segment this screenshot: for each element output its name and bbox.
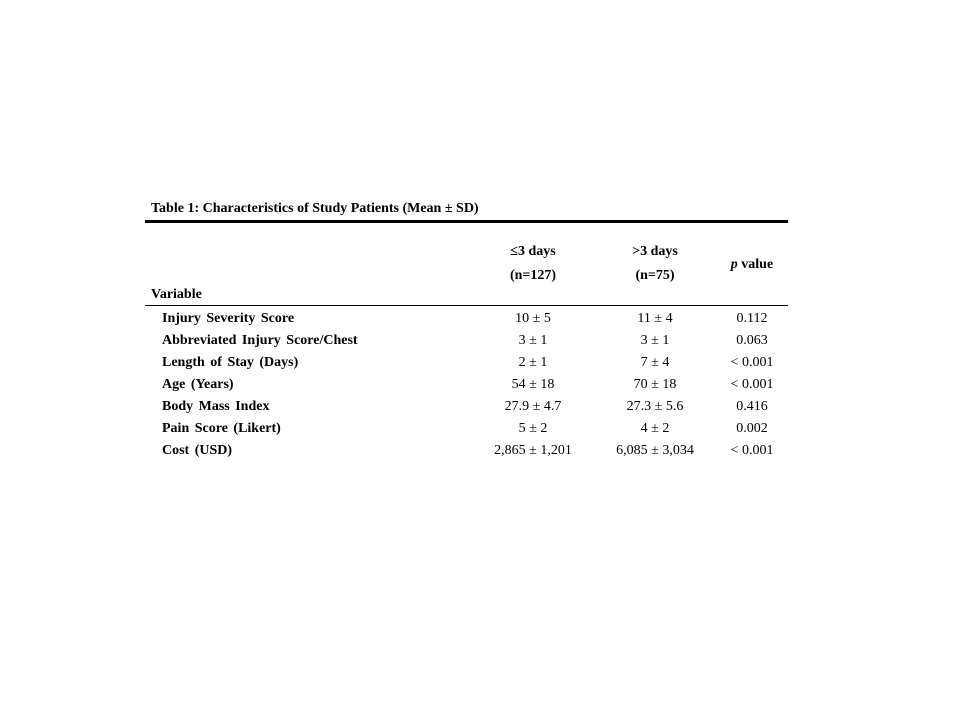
- cell-le3: 10 ± 5: [515, 311, 551, 326]
- cell-gt3: 11 ± 4: [637, 311, 673, 326]
- cell-gt3: 7 ± 4: [640, 355, 670, 370]
- table-row: [145, 308, 788, 330]
- cell-gt3: 3 ± 1: [640, 333, 670, 348]
- header-gt3-days: [603, 240, 707, 288]
- cell-le3: 3 ± 1: [518, 333, 548, 348]
- header-le3-days-label: ≤3 days: [510, 244, 556, 259]
- header-p-value: [717, 253, 787, 277]
- table-title: Table 1: Characteristics of Study Patients (Mean ± SD): [151, 201, 479, 216]
- header-gt3-days-n: (n=75): [635, 268, 675, 283]
- row-label: Pain Score (Likert): [162, 421, 281, 436]
- row-label: Body Mass Index: [162, 399, 270, 414]
- table-row: [145, 374, 788, 396]
- row-label: Length of Stay (Days): [162, 355, 299, 370]
- header-value-text: value: [737, 257, 774, 272]
- cell-le3: 2 ± 1: [518, 355, 548, 370]
- cell-le3: 2,865 ± 1,201: [494, 443, 572, 458]
- cell-gt3: 6,085 ± 3,034: [616, 443, 694, 458]
- header-p-italic: p: [730, 257, 738, 272]
- table-header: [145, 223, 788, 305]
- cell-le3: 5 ± 2: [518, 421, 548, 436]
- cell-p: < 0.001: [730, 377, 774, 392]
- table-row: [145, 440, 788, 462]
- table-row: [145, 352, 788, 374]
- table-row: [145, 418, 788, 440]
- cell-p: < 0.001: [730, 443, 774, 458]
- header-variable: Variable: [151, 287, 202, 302]
- header-rule: [145, 305, 788, 306]
- row-label: Cost (USD): [162, 443, 233, 458]
- characteristics-table: [145, 200, 788, 462]
- cell-p: 0.002: [736, 421, 768, 436]
- cell-gt3: 27.3 ± 5.6: [626, 399, 684, 414]
- cell-gt3: 4 ± 2: [640, 421, 670, 436]
- cell-le3: 54 ± 18: [511, 377, 555, 392]
- cell-p: 0.112: [736, 311, 768, 326]
- row-label: Age (Years): [162, 377, 234, 392]
- table-row: [145, 396, 788, 418]
- cell-gt3: 70 ± 18: [633, 377, 677, 392]
- header-le3-days-n: (n=127): [509, 268, 557, 283]
- row-label: Injury Severity Score: [162, 311, 295, 326]
- header-gt3-days-label: >3 days: [632, 244, 678, 259]
- cell-le3: 27.9 ± 4.7: [504, 399, 562, 414]
- table-body: [145, 308, 788, 462]
- table-row: [145, 330, 788, 352]
- cell-p: 0.063: [736, 333, 768, 348]
- header-le3-days: [483, 240, 583, 288]
- cell-p: < 0.001: [730, 355, 774, 370]
- row-label: Abbreviated Injury Score/Chest: [162, 333, 358, 348]
- cell-p: 0.416: [736, 399, 768, 414]
